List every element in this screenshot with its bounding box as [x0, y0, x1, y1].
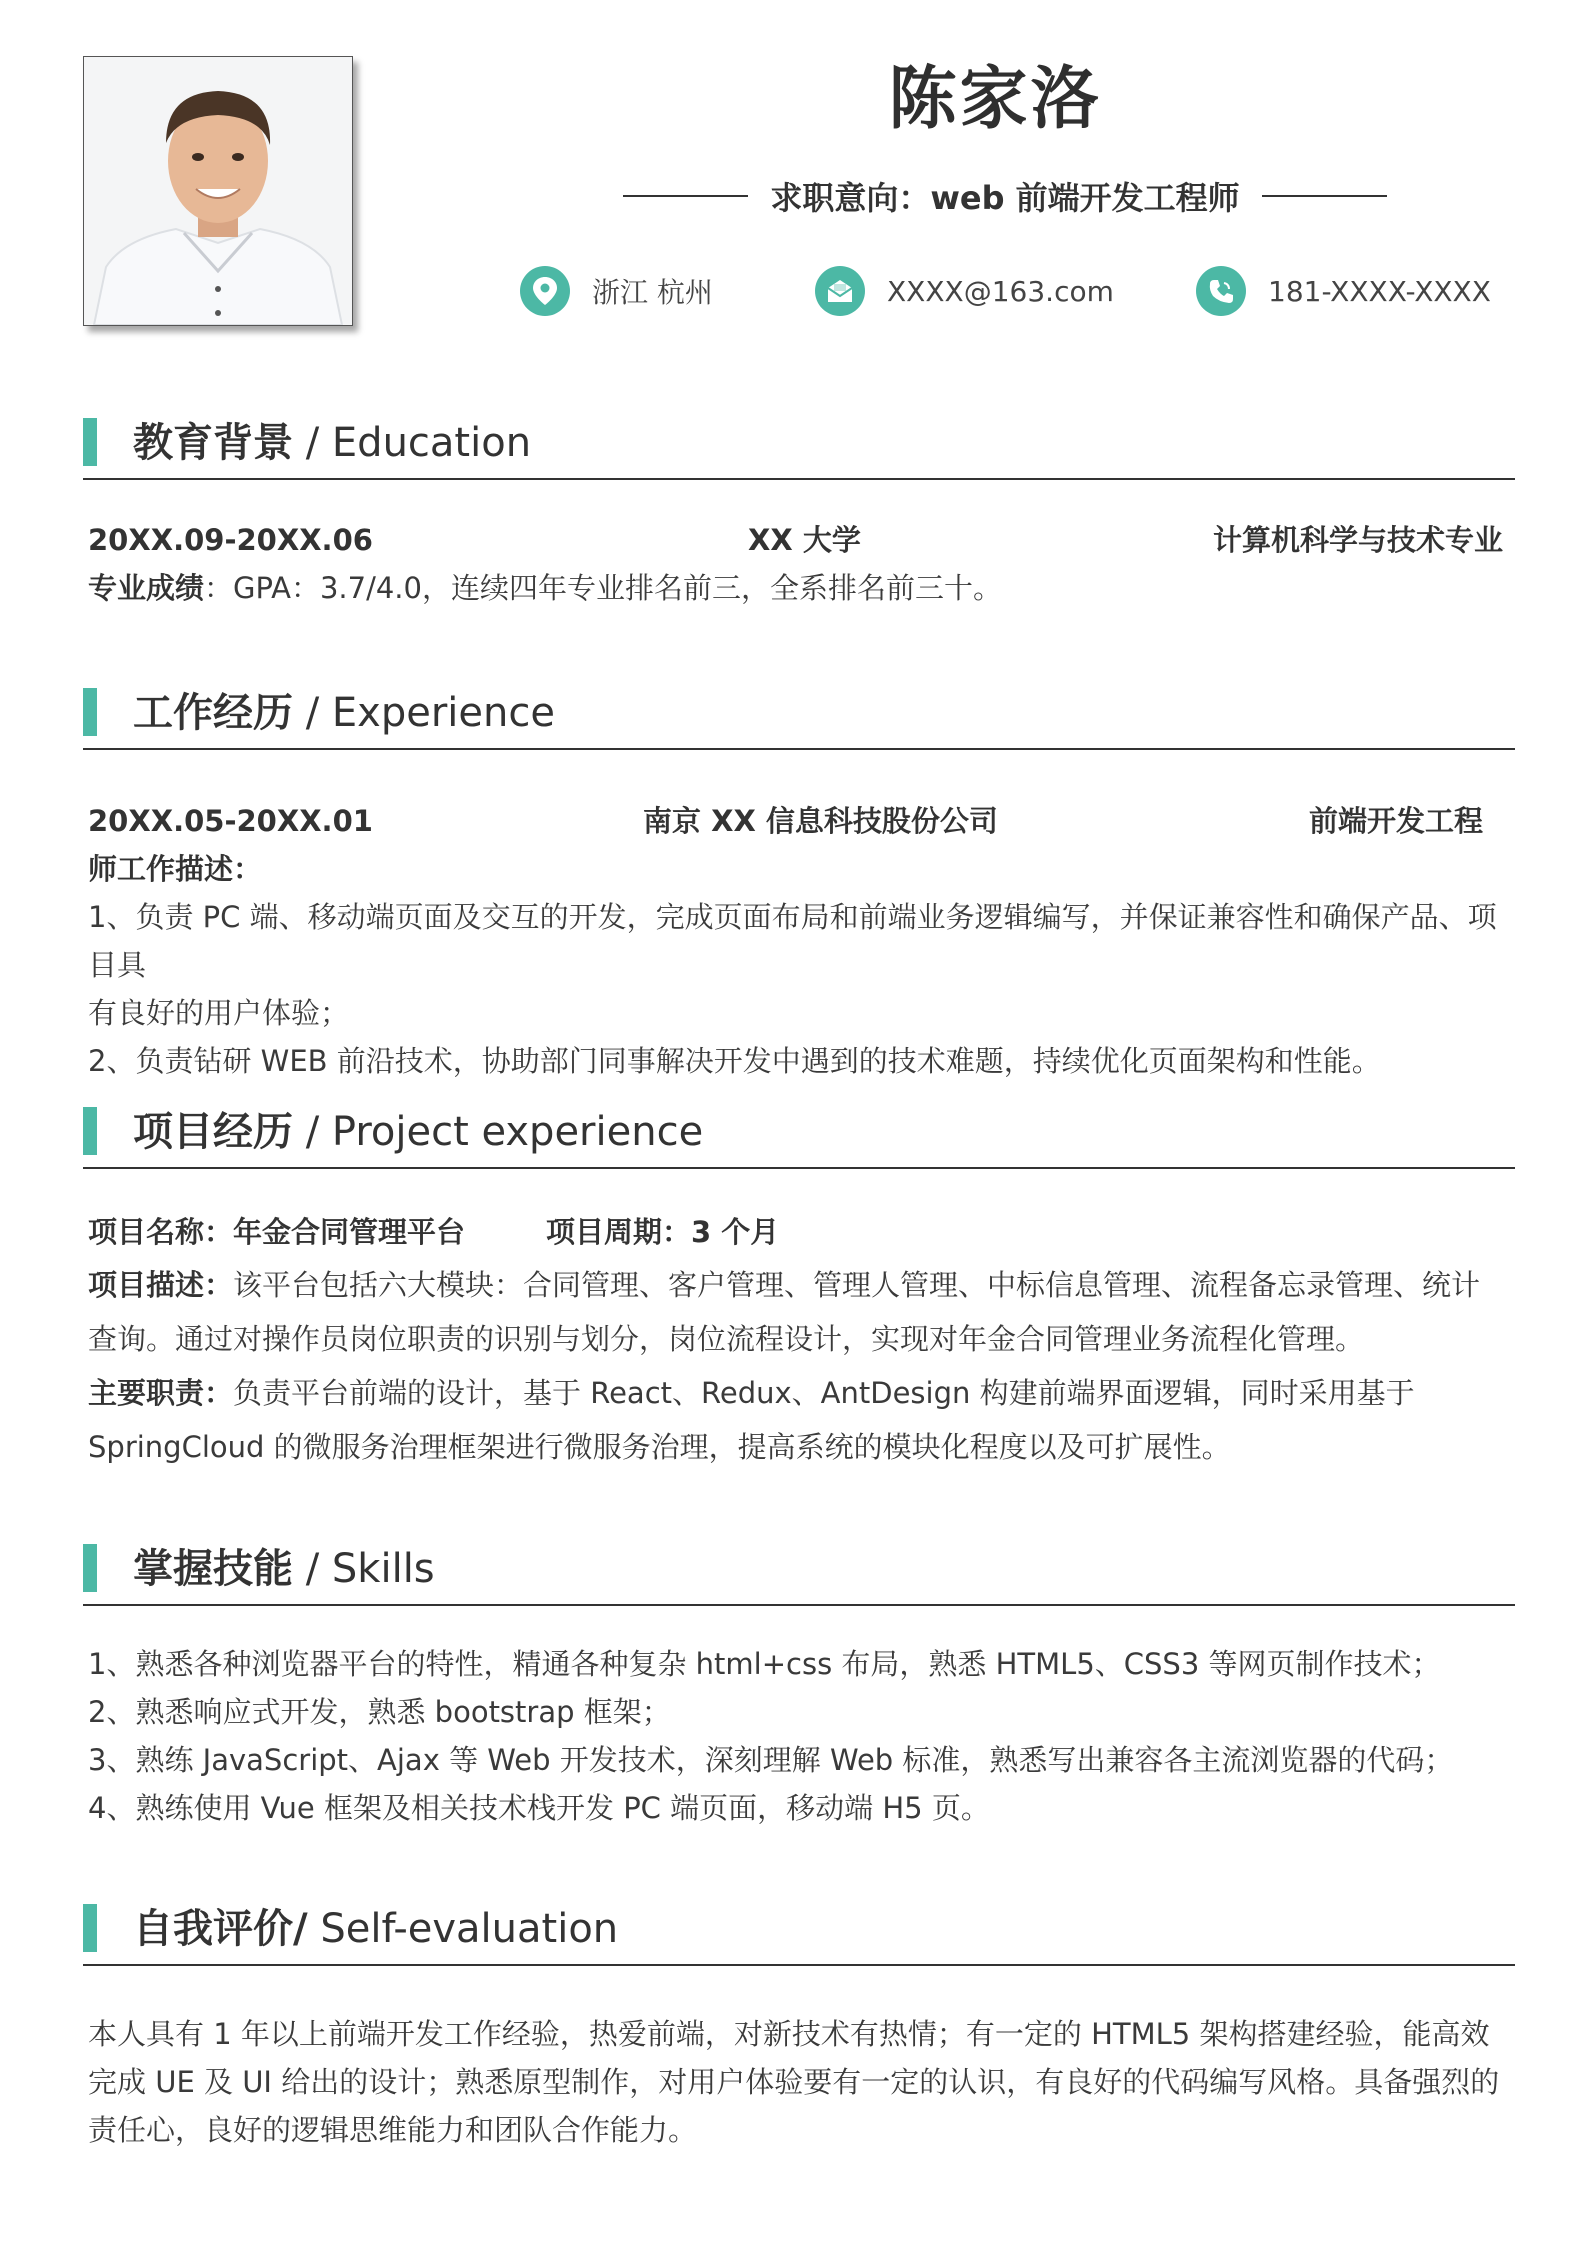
project-duty-label: 主要职责： — [88, 1376, 234, 1410]
section-title: 项目经历 / Project experience — [133, 1109, 704, 1155]
section-title: 掌握技能 / Skills — [133, 1546, 435, 1592]
experience-item: 1、负责 PC 端、移动端页面及交互的开发，完成页面布局和前端业务逻辑编写，并保证兼容性和确保产品、项目具 — [88, 900, 1497, 982]
experience-desc-label: 师工作描述： — [88, 852, 263, 886]
skill-item: 3、熟练 JavaScript、Ajax 等 Web 开发技术，深刻理解 Web 标准，熟悉写出兼容各主流浏览器的代码； — [88, 1743, 1454, 1777]
section-header-project — [83, 1103, 1515, 1169]
candidate-name: 陈家洛 — [888, 60, 1102, 139]
location-icon — [520, 266, 570, 316]
contact-phone — [1196, 263, 1491, 319]
self-evaluation-line: 本人具有 1 年以上前端开发工作经验，热爱前端，对新技术有热情；有一定的 HTML5 架构搭建经验，能高效 — [88, 2017, 1490, 2051]
accent-bar — [83, 1107, 97, 1155]
project-desc-label: 项目描述： — [88, 1268, 234, 1302]
section-header-skills — [83, 1540, 1515, 1606]
experience-position: 前端开发工程 — [1308, 804, 1483, 838]
education-grade: 专业成绩：GPA：3.7/4.0，连续四年专业排名前三，全系排名前三十。 — [88, 571, 1002, 605]
skill-item: 4、熟练使用 Vue 框架及相关技术栈开发 PC 端页面，移动端 H5 页。 — [88, 1791, 990, 1825]
section-header-education — [83, 414, 1515, 480]
education-major: 计算机科学与技术专业 — [1212, 523, 1503, 557]
experience-item: 有良好的用户体验； — [88, 996, 350, 1030]
location-text: 浙江 杭州 — [592, 276, 713, 309]
project-name-value: 年金合同管理平台 — [233, 1215, 466, 1249]
divider-left — [623, 195, 748, 197]
skill-item: 2、熟悉响应式开发，熟悉 bootstrap 框架； — [88, 1695, 671, 1729]
experience-item: 2、负责钻研 WEB 前沿技术，协助部门同事解决开发中遇到的技术难题，持续优化页面架构和性能。 — [88, 1044, 1381, 1078]
phone-icon — [1196, 266, 1246, 316]
job-objective — [620, 170, 1390, 222]
objective-text: 求职意向：web 前端开发工程师 — [770, 179, 1240, 217]
project-duty-line: SpringCloud 的微服务治理框架进行微服务治理，提高系统的模块化程度以及可扩展性。 — [88, 1430, 1231, 1464]
project-period-value: 3 个月 — [691, 1215, 780, 1249]
section-header-self-evaluation — [83, 1900, 1515, 1966]
project-meta-row — [88, 1208, 1508, 1256]
self-evaluation-line: 责任心，良好的逻辑思维能力和团队合作能力。 — [88, 2113, 698, 2147]
project-desc-line: 查询。通过对操作员岗位职责的识别与划分，岗位流程设计，实现对年金合同管理业务流程化管理。 — [88, 1322, 1365, 1356]
email-icon — [815, 266, 865, 316]
skills-list — [88, 1640, 1508, 1832]
project-period-label: 项目周期： — [546, 1215, 692, 1249]
self-evaluation-text — [88, 2010, 1508, 2154]
portrait-image — [84, 57, 352, 325]
experience-company: 南京 XX 信息科技股份公司 — [643, 804, 998, 838]
project-duty-line: 负责平台前端的设计，基于 React、Redux、AntDesign 构建前端界面逻辑，同时采用基于 — [233, 1376, 1415, 1410]
section-title: 教育背景 / Education — [133, 420, 532, 466]
education-school: XX 大学 — [748, 523, 861, 557]
self-evaluation-line: 完成 UE 及 UI 给出的设计；熟悉原型制作，对用户体验要有一定的认识，有良好的代码编写风格。具备强烈的 — [88, 2065, 1500, 2099]
contact-location — [520, 263, 713, 319]
accent-bar — [83, 1544, 97, 1592]
accent-bar — [83, 418, 97, 466]
section-title: 自我评价/ Self-evaluation — [133, 1906, 619, 1952]
project-desc-line: 该平台包括六大模块：合同管理、客户管理、管理人管理、中标信息管理、流程备忘录管理、统计 — [233, 1268, 1481, 1302]
project-name-label: 项目名称： — [88, 1215, 234, 1249]
phone-text[interactable]: 181-XXXX-XXXX — [1268, 274, 1491, 308]
experience-description — [88, 845, 1508, 1085]
contact-email — [815, 263, 1114, 319]
email-text[interactable]: XXXX@163.com — [887, 274, 1114, 308]
accent-bar — [83, 688, 97, 736]
skill-item: 1、熟悉各种浏览器平台的特性，精通各种复杂 html+css 布局，熟悉 HTML5、CSS3 等网页制作技术； — [88, 1647, 1441, 1681]
project-description — [88, 1258, 1508, 1474]
experience-period: 20XX.05-20XX.01 — [88, 804, 373, 838]
profile-photo — [83, 56, 353, 326]
section-header-experience — [83, 684, 1515, 750]
accent-bar — [83, 1904, 97, 1952]
section-title: 工作经历 / Experience — [133, 690, 555, 736]
divider-right — [1262, 195, 1387, 197]
education-period: 20XX.09-20XX.06 — [88, 523, 373, 557]
